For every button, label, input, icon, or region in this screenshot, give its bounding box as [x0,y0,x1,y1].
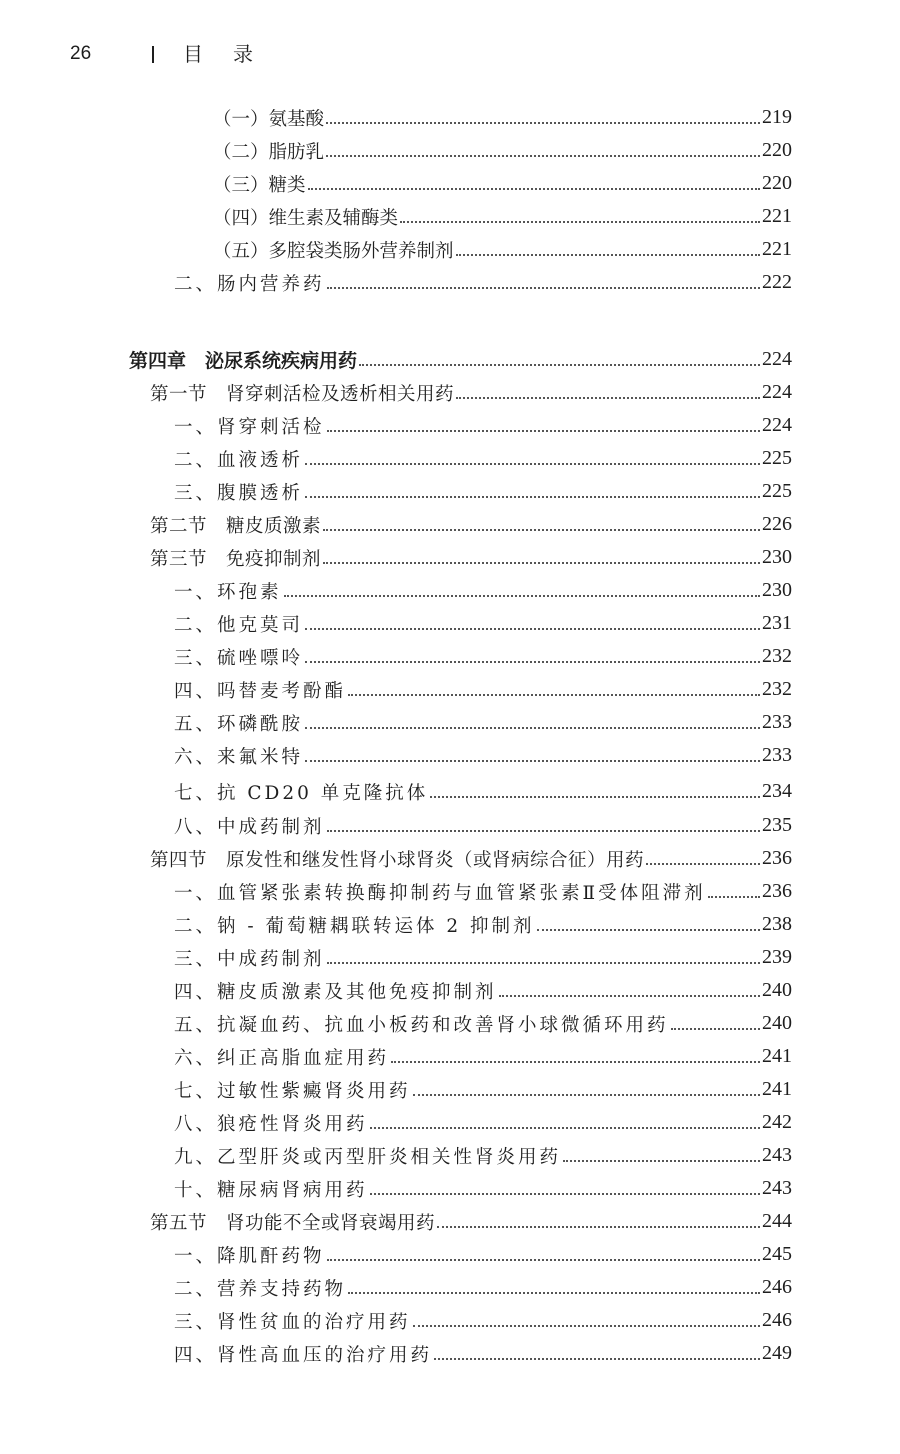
toc-entry-label: 二、营养支持药物 [174,1278,347,1300]
toc-entry[interactable] [0,442,900,475]
toc-leader-dots [308,188,760,190]
toc-entry[interactable] [0,475,900,508]
toc-leader-dots [456,254,760,256]
toc-entry[interactable] [0,266,900,299]
toc-entry[interactable] [0,706,900,739]
toc-entry-page: 244 [762,1210,792,1232]
toc-entry-page: 236 [762,847,792,869]
toc-entry[interactable] [0,233,900,266]
toc-entry-label: 五、环磷酰胺 [174,713,304,735]
toc-entry-page: 246 [762,1309,792,1331]
toc-leader-dots [326,155,760,157]
toc-entry-label: 四、糖皮质激素及其他免疫抑制剂 [174,981,497,1003]
toc-entry-label: （三）糖类 [213,174,306,196]
toc-entry-label: 四、吗替麦考酚酯 [174,680,347,702]
toc-entry-label: （一）氨基酸 [213,108,325,130]
toc-entry-label: （二）脂肪乳 [213,141,325,163]
toc-entry-page: 233 [762,744,792,766]
toc-entry[interactable] [0,134,900,167]
toc-leader-dots [391,1061,760,1063]
toc-entry-page: 240 [762,1012,792,1034]
toc-entry-label: 二、肠内营养药 [174,273,325,295]
toc-entry[interactable] [0,775,900,808]
toc-leader-dots [370,1127,760,1129]
toc-leader-dots [327,287,760,289]
toc-entry-page: 221 [762,205,792,227]
toc-entry-label: 一、血管紧张素转换酶抑制药与血管紧张素Ⅱ受体阻滞剂 [174,882,706,904]
toc-entry-page: 225 [762,447,792,469]
toc-entry[interactable] [0,1172,900,1205]
toc-leader-dots [348,1292,760,1294]
toc-entry-page: 238 [762,913,792,935]
toc-leader-dots [671,1028,760,1030]
toc-leader-dots [400,221,760,223]
toc-entry-page: 224 [762,414,792,436]
toc-entry-page: 242 [762,1111,792,1133]
toc-entry-label: 三、中成药制剂 [174,948,325,970]
toc-entry[interactable] [0,673,900,706]
toc-entry[interactable] [0,739,900,772]
toc-leader-dots [563,1160,760,1162]
toc-leader-dots [327,962,760,964]
toc-entry[interactable] [0,640,900,673]
toc-entry-label: 七、抗 CD20 单克隆抗体 [174,782,429,804]
toc-entry[interactable] [0,1238,900,1271]
toc-entry-page: 239 [762,946,792,968]
toc-entry-label: 一、环孢素 [174,581,282,603]
toc-leader-dots [327,430,760,432]
toc-leader-dots [430,796,760,798]
toc-leader-dots [305,727,760,729]
toc-entry-page: 230 [762,546,792,568]
toc-entry-label: 五、抗凝血药、抗血小板药和改善肾小球微循环用药 [174,1014,669,1036]
toc-entry-page: 249 [762,1342,792,1364]
toc-entry-page: 241 [762,1078,792,1100]
toc-entry-label: 九、乙型肝炎或丙型肝炎相关性肾炎用药 [174,1146,562,1168]
toc-entry-label: 第三节 免疫抑制剂 [150,548,322,570]
toc-entry-label: 一、肾穿刺活检 [174,416,325,438]
toc-leader-dots [305,628,760,630]
toc-leader-dots [370,1193,760,1195]
toc-entry[interactable] [0,1304,900,1337]
toc-entry-page: 245 [762,1243,792,1265]
toc-entry[interactable] [0,607,900,640]
toc-entry-label: 十、糖尿病肾病用药 [174,1179,368,1201]
page-number: 26 [70,43,92,64]
toc-entry-page: 225 [762,480,792,502]
toc-entry-label: 八、狼疮性肾炎用药 [174,1113,368,1135]
toc-entry-label: 二、钠 - 葡萄糖耦联转运体 2 抑制剂 [174,915,535,937]
toc-leader-dots [284,595,760,597]
toc-entry[interactable] [0,574,900,607]
toc-entry-label: 第五节 肾功能不全或肾衰竭用药 [150,1212,436,1234]
toc-entry[interactable] [0,101,900,134]
toc-entry[interactable] [0,200,900,233]
toc-entry-label: 三、硫唑嘌呤 [174,647,304,669]
toc-entry-label: 二、他克莫司 [174,614,304,636]
toc-leader-dots [305,463,760,465]
toc-entry[interactable] [0,409,900,442]
toc-entry-label: 八、中成药制剂 [174,816,325,838]
toc-entry[interactable] [0,974,900,1007]
toc-leader-dots [537,929,760,931]
toc-leader-dots [327,1259,760,1261]
toc-entry-page: 243 [762,1177,792,1199]
toc-entry[interactable] [0,1106,900,1139]
toc-leader-dots [456,397,760,399]
toc-section-entry[interactable] [0,508,900,541]
toc-section-entry[interactable] [0,1205,900,1238]
toc-entry[interactable] [0,908,900,941]
toc-entry-label: （四）维生素及辅酶类 [213,207,399,229]
toc-leader-dots [437,1226,760,1228]
toc-leader-dots [326,122,760,124]
toc-entry-label: 第四节 原发性和继发性肾小球肾炎（或肾病综合征）用药 [150,849,645,871]
toc-leader-dots [413,1325,760,1327]
toc-entry-label: 二、血液透析 [174,449,304,471]
toc-entry-label: 第四章 泌尿系统疾病用药 [129,350,358,372]
toc-leader-dots [323,529,760,531]
toc-entry-page: 230 [762,579,792,601]
toc-leader-dots [348,694,760,696]
toc-entry-label: 一、降肌酐药物 [174,1245,325,1267]
toc-entry[interactable] [0,875,900,908]
toc-entry-page: 220 [762,172,792,194]
toc-entry[interactable] [0,1007,900,1040]
toc-leader-dots [305,760,760,762]
toc-entry-page: 226 [762,513,792,535]
header-title: 目录 [183,42,283,66]
toc-entry[interactable] [0,167,900,200]
toc-chapter-entry[interactable] [0,343,900,376]
toc-entry[interactable] [0,1337,900,1370]
toc-entry-page: 224 [762,348,792,370]
toc-entry-label: 三、腹膜透析 [174,482,304,504]
toc-entry-label: 三、肾性贫血的治疗用药 [174,1311,411,1333]
toc-entry-page: 241 [762,1045,792,1067]
toc-entry-page: 240 [762,979,792,1001]
toc-entry[interactable] [0,1271,900,1304]
toc-entry-page: 236 [762,880,792,902]
toc-entry-label: 七、过敏性紫癜肾炎用药 [174,1080,411,1102]
toc-entry[interactable] [0,1040,900,1073]
toc-entry-page: 233 [762,711,792,733]
toc-leader-dots [499,995,760,997]
toc-leader-dots [434,1358,760,1360]
toc-entry-page: 235 [762,814,792,836]
toc-entry[interactable] [0,941,900,974]
toc-entry-label: 六、纠正高脂血症用药 [174,1047,390,1069]
toc-section-entry[interactable] [0,376,900,409]
toc-section-entry[interactable] [0,541,900,574]
toc-entry-page: 246 [762,1276,792,1298]
toc-entry-label: 第一节 肾穿刺活检及透析相关用药 [150,383,455,405]
toc-entry-page: 222 [762,271,792,293]
toc-leader-dots [305,496,760,498]
header-divider [152,46,154,63]
toc-entry-page: 220 [762,139,792,161]
toc-entry-page: 224 [762,381,792,403]
toc-entry[interactable] [0,1139,900,1172]
toc-leader-dots [327,830,760,832]
toc-entry-page: 231 [762,612,792,634]
toc-leader-dots [305,661,760,663]
toc-entry-page: 232 [762,678,792,700]
toc-section-entry[interactable] [0,842,900,875]
toc-leader-dots [359,364,760,366]
toc-entry-label: （五）多腔袋类肠外营养制剂 [213,240,454,262]
toc-entry-page: 234 [762,780,792,802]
toc-entry-page: 232 [762,645,792,667]
toc-leader-dots [413,1094,760,1096]
toc-entry-label: 六、来氟米特 [174,746,304,768]
toc-entry-page: 243 [762,1144,792,1166]
toc-leader-dots [708,896,760,898]
toc-entry[interactable] [0,809,900,842]
toc-entry-page: 221 [762,238,792,260]
toc-entry[interactable] [0,1073,900,1106]
toc-leader-dots [323,562,760,564]
page-header [0,40,900,70]
toc-entry-label: 第二节 糖皮质激素 [150,515,322,537]
toc-leader-dots [646,863,760,865]
toc-entry-label: 四、肾性高血压的治疗用药 [174,1344,433,1366]
toc-entry-page: 219 [762,106,792,128]
